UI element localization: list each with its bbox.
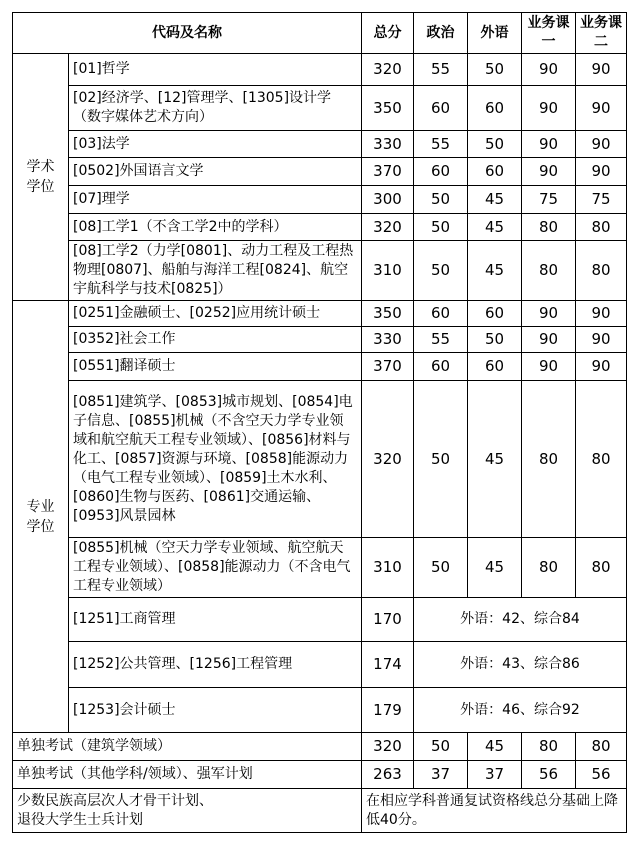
table-row xyxy=(13,186,627,214)
group-academic-label: 学术学位 xyxy=(26,159,55,195)
table-row xyxy=(13,538,627,598)
row-name: [0502]外国语言文学 xyxy=(69,158,362,186)
row-foreign: 50 xyxy=(468,54,522,86)
row-foreign: 45 xyxy=(468,381,522,538)
row-name: 单独考试（建筑学领域） xyxy=(13,733,362,761)
row-name: [08]工学2（力学[0801]、动力工程及工程热物理[0807]、船舶与海洋工程[0824]、航空宇航科学与技术[0825]） xyxy=(69,241,362,301)
row-name: [0855]机械（空天力学专业领域、航空航天工程专业领域）、[0858]能源动力（不含电气工程专业领域） xyxy=(69,538,362,598)
row-total: 330 xyxy=(362,327,414,353)
row-politics: 60 xyxy=(414,301,468,327)
group-academic-cell xyxy=(13,54,69,301)
table-row xyxy=(13,761,627,789)
row-name: [0251]金融硕士、[0252]应用统计硕士 xyxy=(69,301,362,327)
header-row xyxy=(13,13,627,54)
row-name: [03]法学 xyxy=(69,131,362,158)
row-politics: 60 xyxy=(414,86,468,131)
row-c1: 80 xyxy=(522,381,576,538)
row-total: 370 xyxy=(362,353,414,381)
table-row xyxy=(13,301,627,327)
row-c1: 56 xyxy=(522,761,576,789)
row-name: [01]哲学 xyxy=(69,54,362,86)
row-c2: 80 xyxy=(576,381,627,538)
row-total: 263 xyxy=(362,761,414,789)
row-total: 320 xyxy=(362,214,414,241)
row-total: 170 xyxy=(362,598,414,642)
row-total: 370 xyxy=(362,158,414,186)
row-note: 外语：46、综合92 xyxy=(414,688,627,733)
row-foreign: 37 xyxy=(468,761,522,789)
row-name: [08]工学1（不含工学2中的学科） xyxy=(69,214,362,241)
row-politics: 50 xyxy=(414,186,468,214)
header-course1: 业务课一 xyxy=(522,13,576,54)
table-row xyxy=(13,598,627,642)
row-c1: 75 xyxy=(522,186,576,214)
row-total: 320 xyxy=(362,54,414,86)
row-politics: 50 xyxy=(414,733,468,761)
row-foreign: 45 xyxy=(468,214,522,241)
footer-note: 在相应学科普通复试资格线总分基础上降低40分。 xyxy=(362,789,627,833)
header-foreign: 外语 xyxy=(468,13,522,54)
row-c2: 90 xyxy=(576,158,627,186)
row-name: [1251]工商管理 xyxy=(69,598,362,642)
row-name: [0551]翻译硕士 xyxy=(69,353,362,381)
row-politics: 55 xyxy=(414,131,468,158)
header-course2: 业务课二 xyxy=(576,13,627,54)
footer-name-cell xyxy=(13,789,362,833)
row-c2: 90 xyxy=(576,86,627,131)
row-foreign: 60 xyxy=(468,353,522,381)
header-name: 代码及名称 xyxy=(13,13,362,54)
table-row xyxy=(13,353,627,381)
row-politics: 50 xyxy=(414,214,468,241)
table-row xyxy=(13,381,627,538)
row-foreign: 45 xyxy=(468,538,522,598)
row-name: [0352]社会工作 xyxy=(69,327,362,353)
row-note: 外语：42、综合84 xyxy=(414,598,627,642)
table-row xyxy=(13,131,627,158)
row-c1: 90 xyxy=(522,86,576,131)
row-c1: 90 xyxy=(522,301,576,327)
row-c1: 90 xyxy=(522,353,576,381)
row-c1: 80 xyxy=(522,538,576,598)
row-politics: 37 xyxy=(414,761,468,789)
row-total: 320 xyxy=(362,381,414,538)
row-foreign: 50 xyxy=(468,131,522,158)
row-foreign: 45 xyxy=(468,186,522,214)
row-c1: 80 xyxy=(522,733,576,761)
row-c1: 90 xyxy=(522,54,576,86)
row-name: [02]经济学、[12]管理学、[1305]设计学（数字媒体艺术方向） xyxy=(69,86,362,131)
row-politics: 55 xyxy=(414,327,468,353)
group-professional-cell xyxy=(13,301,69,733)
table-row xyxy=(13,86,627,131)
row-foreign: 45 xyxy=(468,733,522,761)
row-c2: 56 xyxy=(576,761,627,789)
row-politics: 50 xyxy=(414,241,468,301)
row-c2: 90 xyxy=(576,131,627,158)
row-total: 330 xyxy=(362,131,414,158)
row-politics: 60 xyxy=(414,158,468,186)
row-name: [0851]建筑学、[0853]城市规划、[0854]电子信息、[0855]机械（不含空天力学专业领域和航空航天工程专业领域）、[0856]材料与化工、[0857]资源与环境、[0858]能源动力（电气工程专业领域）、[0859]土木水利、[0860]生物与医药、[0861]交通运输、[0953]风景园林 xyxy=(69,381,362,538)
row-total: 174 xyxy=(362,642,414,688)
row-foreign: 60 xyxy=(468,86,522,131)
row-total: 320 xyxy=(362,733,414,761)
table-row xyxy=(13,327,627,353)
row-c2: 80 xyxy=(576,214,627,241)
row-foreign: 60 xyxy=(468,158,522,186)
table-row xyxy=(13,688,627,733)
row-note: 外语：43、综合86 xyxy=(414,642,627,688)
row-total: 350 xyxy=(362,86,414,131)
group-professional-label: 专业学位 xyxy=(26,498,55,535)
row-foreign: 45 xyxy=(468,241,522,301)
row-c2: 90 xyxy=(576,54,627,86)
header-politics: 政治 xyxy=(414,13,468,54)
row-c2: 80 xyxy=(576,733,627,761)
row-politics: 50 xyxy=(414,538,468,598)
row-name: [1252]公共管理、[1256]工程管理 xyxy=(69,642,362,688)
footer-name: 少数民族高层次人才骨干计划、退役大学生士兵计划 xyxy=(17,792,213,828)
table-row xyxy=(13,733,627,761)
score-table xyxy=(12,12,627,833)
row-c2: 90 xyxy=(576,353,627,381)
table-row xyxy=(13,54,627,86)
footer-row xyxy=(13,789,627,833)
row-total: 179 xyxy=(362,688,414,733)
row-c2: 80 xyxy=(576,538,627,598)
row-c2: 90 xyxy=(576,327,627,353)
row-total: 310 xyxy=(362,538,414,598)
table-row xyxy=(13,214,627,241)
table-row xyxy=(13,642,627,688)
row-politics: 50 xyxy=(414,381,468,538)
row-c1: 90 xyxy=(522,327,576,353)
row-foreign: 50 xyxy=(468,327,522,353)
row-politics: 55 xyxy=(414,54,468,86)
row-c1: 80 xyxy=(522,214,576,241)
row-name: 单独考试（其他学科/领域）、强军计划 xyxy=(13,761,362,789)
row-total: 310 xyxy=(362,241,414,301)
row-foreign: 60 xyxy=(468,301,522,327)
row-c2: 90 xyxy=(576,301,627,327)
row-c2: 75 xyxy=(576,186,627,214)
header-total: 总分 xyxy=(362,13,414,54)
row-politics: 60 xyxy=(414,353,468,381)
table-row xyxy=(13,241,627,301)
row-name: [1253]会计硕士 xyxy=(69,688,362,733)
table-row xyxy=(13,158,627,186)
row-total: 350 xyxy=(362,301,414,327)
row-total: 300 xyxy=(362,186,414,214)
row-c1: 90 xyxy=(522,131,576,158)
row-c2: 80 xyxy=(576,241,627,301)
row-c1: 90 xyxy=(522,158,576,186)
row-name: [07]理学 xyxy=(69,186,362,214)
row-c1: 80 xyxy=(522,241,576,301)
